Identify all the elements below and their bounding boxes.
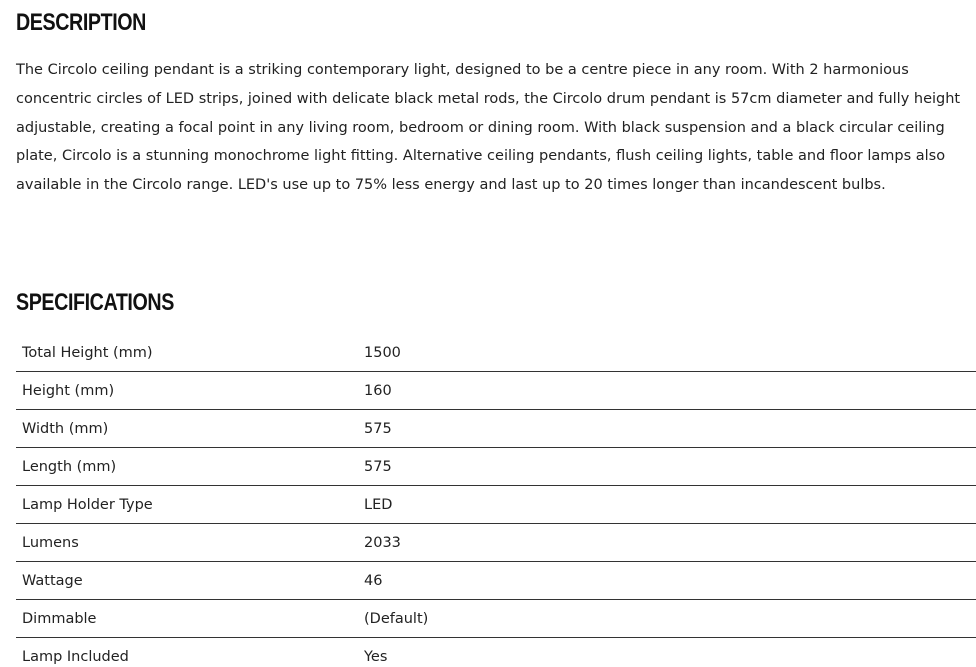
spec-row-dimmable [16,600,976,638]
spec-row-lamp-included [16,638,976,667]
spec-row-length [16,448,976,486]
spec-label: Lamp Holder Type [16,486,364,524]
spec-value: (Default) [364,600,976,638]
specifications-heading: SPECIFICATIONS [16,289,174,316]
spec-label: Length (mm) [16,448,364,486]
spec-label: Width (mm) [16,410,364,448]
spec-label: Total Height (mm) [22,344,153,361]
spec-value: LED [364,486,976,524]
spec-value: 2033 [364,524,976,562]
spec-value: 575 [364,448,976,486]
spec-row-total-height [16,334,976,372]
description-heading: DESCRIPTION [16,9,146,36]
spec-value: 160 [364,372,976,410]
spec-label: Lumens [16,524,364,562]
spec-label: Height (mm) [16,372,364,410]
spec-value: Yes [364,638,976,667]
spec-value: 46 [364,562,976,600]
spec-row-wattage [16,562,976,600]
spec-row-width [16,410,976,448]
spec-row-lumens [16,524,976,562]
spec-row-lamp-holder-type [16,486,976,524]
spec-label: Dimmable [16,600,364,638]
specifications-table [16,334,976,667]
spec-label: Wattage [16,562,364,600]
spec-row-height [16,372,976,410]
description-text: The Circolo ceiling pendant is a striking contemporary light, designed to be a centre piece in any room. With 2 harmonious concentric circles of LED strips, joined with delicate black metal rods, the Circolo drum pendant is 57cm diameter and fully height adjustable, creating a focal point in any living room, bedroom or dining room. With black suspension and a black circular ceiling plate, Circolo is a stunning monochrome light fitting. Alternative ceiling pendants, flush ceiling lights, table and floor lamps also available in the Circolo range. LED's use up to 75% less energy and last up to 20 times longer than incandescent bulbs. [16,62,961,194]
spec-value: 575 [364,410,976,448]
spec-label: Lamp Included [16,638,364,667]
spec-value: 1500 [364,344,401,361]
